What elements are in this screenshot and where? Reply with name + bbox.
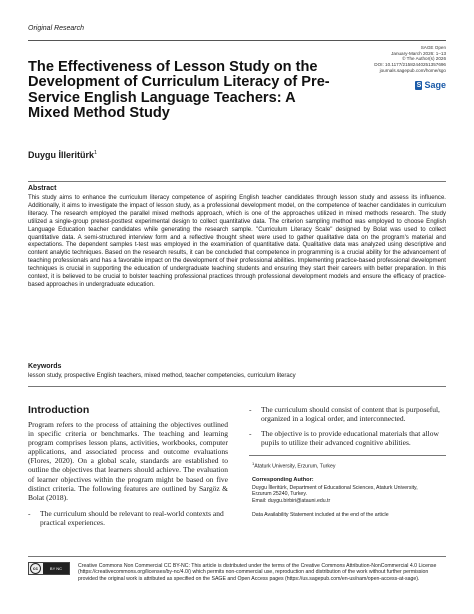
abstract-heading: Abstract: [28, 185, 57, 192]
creative-commons-badge[interactable]: [28, 562, 70, 575]
introduction-heading: Introduction: [28, 404, 90, 416]
list-item-text: The objective is to provide educational materials that allow pupils to utilize their advanced cognitive abilities.: [261, 429, 439, 448]
introduction-right-column: [249, 405, 446, 453]
publisher-logo[interactable]: [415, 80, 446, 90]
list-item-text: The curriculum should consist of content that is purposeful, organized in a logical order, and interconnected.: [261, 405, 440, 424]
keywords-heading: Keywords: [28, 363, 62, 370]
abstract-text: This study aims to enhance the curriculum literacy competence of aspiring English teacher candidates through lesson study and assess its influence. Additionally, it aims to investigate the impact of lesson study, as a professional development model, on the competence of teacher candidates in curriculum literacy. The research employed the parallel mixed methods approach, which is one of the approaches utilized in mixed methods research. The study utilized a single-group pretest-posttest experimental design to collect quantitative data. The criterion sampling method was employed to choose English Language Education teacher candidates while generating the research sample. "Curriculum Literacy Scale" designed by Bolat was used to collect quantitative data. A semi-structured interview form and a reflective thought sheet were used to gather qualitative data on the program's material and expectations. The dependent samples t-test was employed in the examination of quantitative data. Qualitative data was analyzed using descriptive and content analytic techniques. Based on the research results, it can be concluded that competence in programming is a crucial ability for the advancement of teaching professionals and has a favorable impact on the development of their professional abilities. Implementing practice-based professional development techniques is crucial in supporting the education of undergraduate teaching students and ensuring they start their careers with better preparation. In this context, it is believed to be crucial to bolster teaching professional practices through professional development models and ensure the efficacy of practice-based approaches in undergraduate education.: [28, 195, 446, 288]
corresponding-author-details: [252, 485, 418, 504]
list-item: [249, 405, 446, 423]
corresponding-line: Erzurum 25240, Turkey.: [252, 491, 307, 498]
meta-line: January-March 2026: 1–13: [391, 50, 446, 56]
meta-line: journals.sagepub.com/home/sgo: [379, 67, 446, 73]
introduction-paragraph: Program refers to the process of attaining the objectives outlined in specific criteria or benchmarks. The teaching and learning program comprises lesson plans, activities, workbooks, computer applications, and associated process and outcome evaluations (Flores, 2020). On a global scale, standards are established to outline the objectives that learners should achieve. The evaluation of learner objectives within the program might be based on five distinct criteria. The following features are outlined by Sargöz & Bolat (2018).: [28, 420, 228, 502]
author-line: [28, 150, 97, 160]
author-name[interactable]: Duygu İlleritürk: [28, 150, 95, 160]
corresponding-email[interactable]: Email: duygu.birbiri@atauni.edu.tr: [252, 497, 331, 504]
corresponding-author-heading: Corresponding Author:: [252, 477, 314, 483]
sage-mark-icon: S: [416, 81, 422, 89]
header-rule: [28, 40, 446, 41]
journal-meta: [374, 45, 446, 74]
keywords-bottom-rule: [28, 386, 446, 387]
cc-icon: cc: [30, 563, 41, 574]
license-paragraph: Creative Commons Non Commercial CC BY-NC: This article is distributed under the terms of the Creative Commons Attribution-NonCommercial 4.0 License (https://creativecommons.org/licenses/by-nc/4.0/) which permits non-commercial use, reproduction and distribution of the work without further permission provided the original work is attributed as specified on the SAGE and Open Access pages (https://us.sagepub.com/en-us/nam/open-access-at-sage).: [78, 563, 437, 582]
affiliation: [252, 461, 335, 470]
affiliation-rule: [249, 455, 446, 456]
author-affiliation-marker: 1: [94, 150, 98, 156]
affiliation-text: Ataturk University, Erzurum, Turkey: [254, 463, 336, 470]
license-text: [78, 563, 446, 582]
introduction-left-column: [28, 420, 228, 527]
meta-line: © The Author(s) 2026: [402, 56, 446, 62]
affiliation-marker: 1: [252, 461, 255, 466]
keywords-text: lesson study, prospective English teachers, mixed method, teacher competencies, curriculum literacy: [28, 373, 296, 379]
meta-line: SAGE Open: [420, 45, 446, 50]
list-item: [249, 429, 446, 447]
journal-section-label: Original Research: [28, 25, 85, 32]
bullet-mark: -: [28, 508, 31, 518]
list-item-text: The curriculum should be relevant to real-world contexts and practical experiences.: [40, 508, 224, 527]
cc-by-nc-icon: BY NC: [43, 563, 69, 574]
bullet-mark: -: [249, 405, 252, 414]
list-item: [28, 509, 228, 527]
license-top-rule: [28, 556, 446, 557]
abstract-top-rule: [28, 181, 446, 182]
bullet-mark: -: [249, 429, 252, 439]
corresponding-line: Duygu İlleritürk, Department of Educational Sciences, Ataturk University,: [252, 485, 418, 491]
article-title: The Effectiveness of Lesson Study on the Development of Curriculum Literacy of Pre-Service English Language Teachers: A Mixed Method Study: [28, 59, 330, 121]
data-availability-note: Data Availability Statement included at the end of the article: [252, 512, 389, 518]
publisher-logo-text: Sage: [424, 80, 446, 90]
meta-line: DOI: 10.1177/21582440251357696: [374, 62, 446, 68]
